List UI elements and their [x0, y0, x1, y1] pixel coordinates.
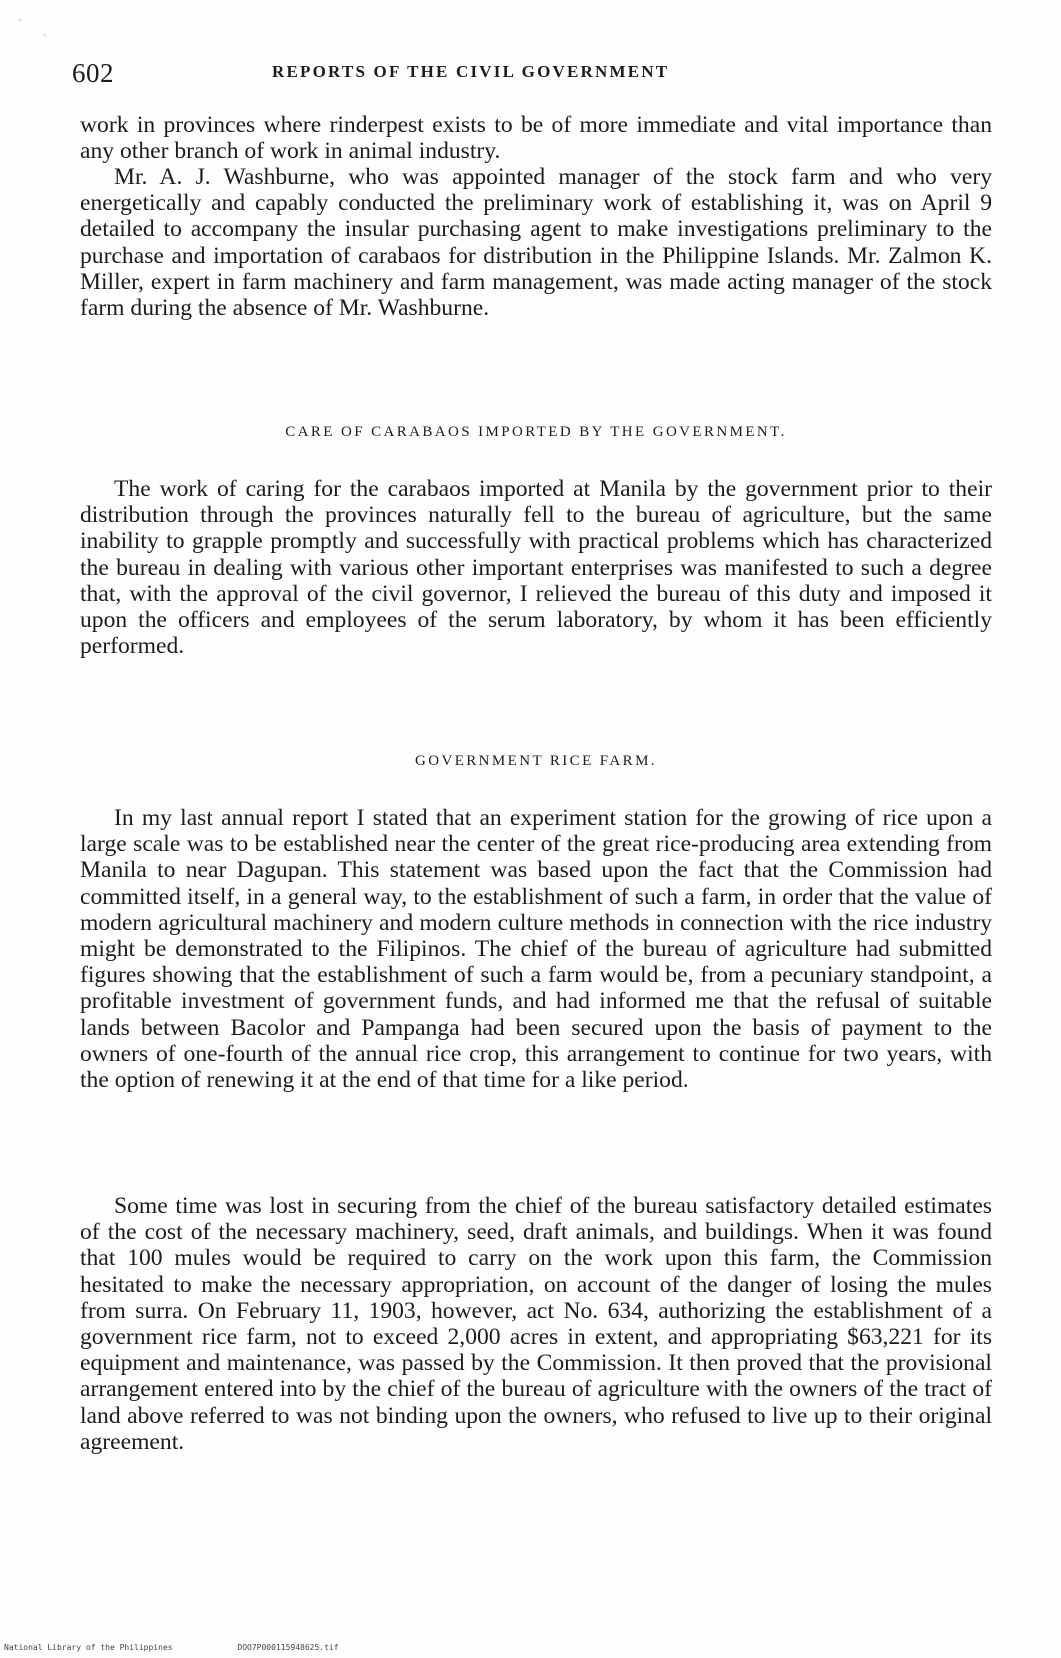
paragraph-carabaos: The work of caring for the carabaos imported at Manila by the government prior to their distribution through the provinces naturally fell to the bureau of agriculture, but the same inability to grapple promptly and successfully with practical problems which has characterized the bureau in dealing with various other important enterprises was manifested to such a degree that, with the approval of the civil governor, I relieved the bureau of this duty and imposed it upon the officers and employees of the serum laboratory, by whom it has been efficiently performed. [80, 476, 992, 660]
paragraph-washburne: Mr. A. J. Washburne, who was appointed manager of the stock farm and who very energetically and capably conducted the preliminary work of establishing it, was on April 9 detailed to accompany the insular purchasing agent to make investigations preliminary to the purchase and importation of carabaos for distribution in the Philippine Islands. Mr. Zalmon K. Miller, expert in farm machinery and farm management, was made acting manager of the stock farm during the absence of Mr. Washburne. [80, 164, 992, 322]
page-header [72, 58, 992, 88]
scan-footer [4, 1643, 399, 1652]
running-head: REPORTS OF THE CIVIL GOVERNMENT [272, 62, 670, 81]
paragraph-continued: work in provinces where rinderpest exists to be of more immediate and vital importance than any other branch of work in animal industry. [80, 112, 992, 165]
footer-file-id: DOO7P000115948625.tif [237, 1643, 339, 1652]
page-number: 602 [72, 58, 114, 88]
footer-library: National Library of the Philippines [4, 1643, 173, 1652]
section-heading-carabaos: CARE OF CARABAOS IMPORTED BY THE GOVERNMENT. [285, 424, 787, 440]
scan-artifact [0, 0, 70, 50]
paragraph-rice-farm-estimates: Some time was lost in securing from the chief of the bureau satisfactory detailed estimates of the cost of the necessary machinery, seed, draft animals, and buildings. When it was found that 100 mules would be required to carry on the work upon this farm, the Commission hesitated to make the necessary appropriation, on account of the danger of losing the mules from surra. On February 11, 1903, however, act No. 634, authorizing the establishment of a government rice farm, not to exceed 2,000 acres in extent, and appropriating $63,221 for its equipment and maintenance, was passed by the Commission. It then proved that the provisional arrangement entered into by the chief of the bureau of agriculture with the owners of the tract of land above referred to was not binding upon the owners, who refused to live up to their original agreement. [80, 1193, 992, 1455]
paragraph-rice-farm-intro: In my last annual report I stated that an experiment station for the growing of rice upon a large scale was to be established near the center of the great rice-producing area extending from Manila to near Dagupan. This statement was based upon the fact that the Commission had committed itself, in a general way, to the establishment of such a farm, in order that the value of modern agricultural machinery and modern culture methods in connection with the rice industry might be demonstrated to the Filipinos. The chief of the bureau of agriculture had submitted figures showing that the establishment of such a farm would be, from a pecuniary standpoint, a profitable investment of government funds, and had informed me that the refusal of suitable lands between Bacolor and Pampanga had been secured upon the basis of payment to the owners of one-fourth of the annual rice crop, this arrangement to continue for two years, with the option of renewing it at the end of that time for a like period. [80, 805, 992, 1094]
section-heading-rice-farm: GOVERNMENT RICE FARM. [415, 753, 657, 769]
